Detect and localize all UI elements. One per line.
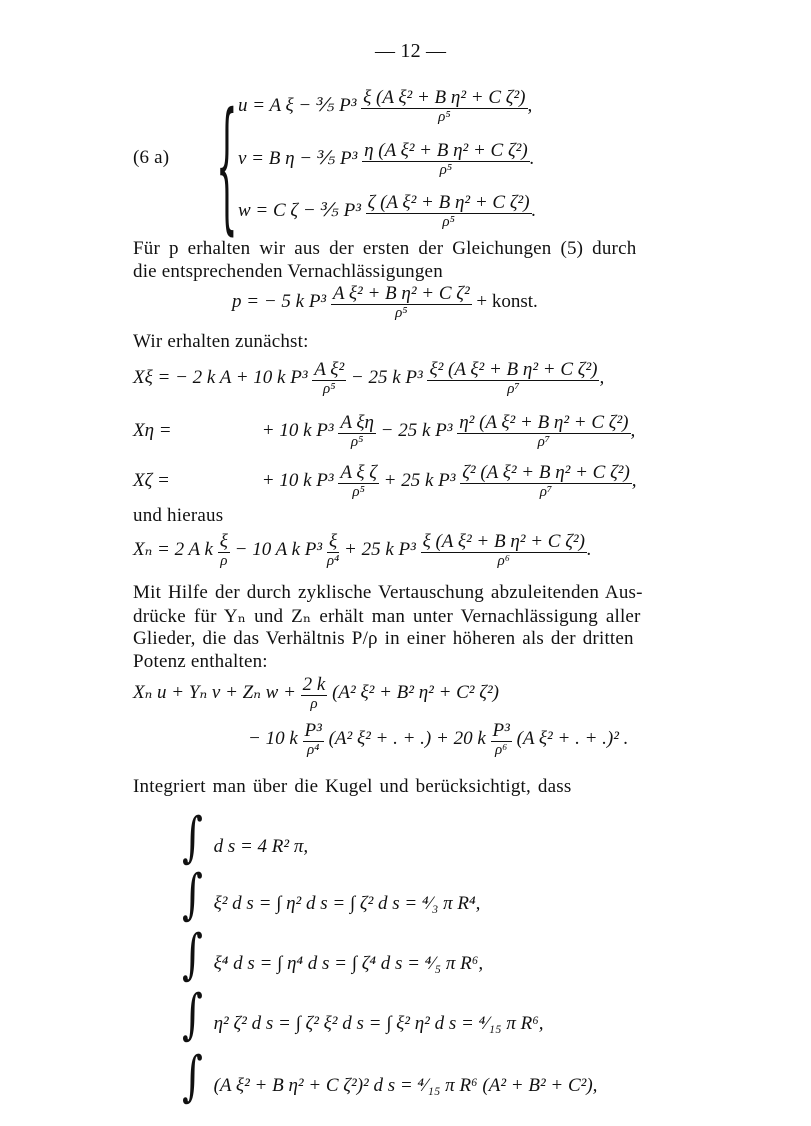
equation-x-xi-numerator-2: ξ² (A ξ² + B η² + C ζ²) — [429, 359, 598, 380]
equation-x-eta-fraction-2 — [457, 413, 630, 450]
equation-w-end: . — [531, 199, 537, 221]
integral-3 — [182, 923, 484, 987]
equation-x-xi-numerator-1: A ξ² — [314, 359, 345, 380]
equation-x-eta-denominator-1: ρ⁵ — [350, 434, 364, 450]
equation-x-xi-fraction-2 — [427, 360, 599, 397]
equation-w — [238, 193, 536, 230]
equation-w-lhs: w = C ζ − ⅗ P³ — [238, 199, 361, 221]
integral-4 — [182, 983, 544, 1047]
equation-sum-line-1-numerator: 2 k — [302, 674, 326, 695]
equation-sum-line-2-denominator-2: ρ⁶ — [494, 742, 508, 758]
equation-sum-line-2-a: − 10 k — [248, 727, 298, 749]
equation-xn-mid-1: − 10 A k P³ — [234, 538, 323, 560]
paragraph-3: Integriert man über die Kugel und berücksichtigt, dass — [133, 776, 572, 797]
page-number: — 12 — — [375, 40, 447, 62]
equation-xn-fraction-2 — [327, 532, 339, 569]
equation-w-denominator: ρ⁵ — [442, 214, 455, 230]
equation-sum-line-2-denominator-1: ρ⁴ — [306, 742, 320, 758]
equation-v-denominator: ρ⁵ — [439, 162, 453, 178]
equation-u-end: , — [527, 94, 533, 116]
equation-sum-line-1 — [133, 675, 499, 712]
integral-1 — [182, 806, 309, 870]
integral-2-text: ξ² d s = ∫ η² d s = ∫ ζ² d s = ⁴⁄₃ π R⁴, — [213, 892, 481, 914]
equation-sum-line-1-fraction — [301, 675, 328, 712]
equation-label-6a: (6 a) — [133, 147, 170, 168]
paragraph-2-line-2: drücke für Yₙ und Zₙ erhält man unter Vernachlässigung aller — [133, 606, 641, 627]
equation-x-zeta-end: , — [631, 469, 637, 491]
equation-v-numerator: η (A ξ² + B η² + C ζ²) — [364, 140, 528, 161]
equation-v-lhs: v = B η − ⅗ P³ — [238, 147, 358, 169]
equation-x-eta-pre: + 10 k P³ — [261, 419, 334, 441]
equation-x-eta-mid: − 25 k P³ — [380, 419, 453, 441]
equation-x-xi-lhs: Xξ = − 2 k A + 10 k P³ — [133, 366, 308, 388]
equation-sum-line-1-denominator: ρ — [310, 696, 318, 712]
integral-2 — [182, 863, 481, 927]
equation-x-zeta-pre: + 10 k P³ — [261, 469, 334, 491]
equation-x-xi-denominator-2: ρ⁷ — [507, 381, 520, 397]
equation-sum-line-2-fraction-1 — [303, 721, 324, 758]
equation-x-zeta-numerator-1: A ξ ζ — [340, 462, 377, 483]
left-brace-icon: { — [216, 84, 238, 252]
integral-sign-icon: ∫ — [182, 923, 203, 987]
integral-sign-icon: ∫ — [182, 983, 203, 1047]
paragraph-2-line-1: Mit Hilfe der durch zyklische Vertauschung abzuleitenden Aus- — [133, 582, 643, 603]
equation-xn-denominator-2: ρ⁴ — [326, 553, 340, 569]
und-hieraus: und hieraus — [133, 505, 224, 526]
equation-v — [238, 141, 534, 178]
equation-p-lhs: p = − 5 k P³ — [232, 290, 327, 312]
paragraph-2-line-3: Glieder, die das Verhältnis P/ρ in einer höheren als der dritten — [133, 628, 634, 649]
equation-xn-denominator-3: ρ⁶ — [497, 553, 510, 569]
equation-sum-line-2-numerator-1: P³ — [304, 720, 322, 741]
equation-u-numerator: ξ (A ξ² + B η² + C ζ²) — [363, 87, 526, 108]
equation-x-eta-numerator-1: A ξη — [340, 412, 374, 433]
integral-1-text: d s = 4 R² π, — [213, 835, 309, 857]
integral-sign-icon: ∫ — [182, 1045, 203, 1109]
integral-5 — [182, 1045, 598, 1109]
equation-xn-fraction-1 — [218, 532, 230, 569]
equation-u-denominator: ρ⁵ — [438, 109, 451, 125]
equation-x-xi-mid: − 25 k P³ — [350, 366, 423, 388]
equation-x-zeta-mid: + 25 k P³ — [383, 469, 456, 491]
equation-xn-end: . — [586, 538, 592, 560]
equation-p — [232, 284, 538, 321]
paragraph-1-line-1: Für p erhalten wir aus der ersten der Gleichungen (5) durch — [133, 238, 637, 259]
equation-w-numerator: ζ (A ξ² + B η² + C ζ²) — [367, 192, 530, 213]
equation-x-zeta-lhs: Xζ = — [133, 469, 170, 491]
equation-xn-numerator-1: ξ — [219, 531, 228, 552]
equation-u — [238, 88, 532, 125]
equation-x-zeta-fraction-2 — [460, 463, 632, 500]
equation-x-xi — [133, 360, 604, 397]
equation-xn-lhs: Xₙ = 2 A k — [133, 538, 213, 560]
equation-u-lhs: u = A ξ − ⅗ P³ — [238, 94, 357, 116]
equation-x-eta-lhs: Xη = — [133, 419, 172, 441]
equation-sum-line-1-lhs: Xₙ u + Yₙ v + Zₙ w + — [133, 681, 296, 703]
equation-u-fraction — [361, 88, 527, 125]
equation-p-numerator: A ξ² + B η² + C ζ² — [332, 283, 470, 304]
equation-x-xi-denominator-1: ρ⁵ — [323, 381, 336, 397]
paragraph-1-line-2: die entsprechenden Vernachlässigungen — [133, 261, 443, 282]
equation-x-eta-fraction-1 — [338, 413, 376, 450]
equation-sum-line-2-b: (A² ξ² + . + .) + 20 k — [328, 727, 486, 749]
equation-x-eta — [133, 413, 635, 450]
equation-p-denominator: ρ⁵ — [395, 305, 408, 321]
equation-x-zeta-denominator-1: ρ⁵ — [352, 484, 365, 500]
equation-sum-line-2-c: (A ξ² + . + .)² . — [516, 727, 629, 749]
intro-line-2: Wir erhalten zunächst: — [133, 331, 309, 352]
equation-sum-line-2-numerator-2: P³ — [492, 720, 510, 741]
integral-3-text: ξ⁴ d s = ∫ η⁴ d s = ∫ ζ⁴ d s = ⁴⁄₅ π R⁶, — [213, 952, 484, 974]
equation-sum-line-2-fraction-2 — [491, 721, 512, 758]
integral-sign-icon: ∫ — [182, 863, 203, 927]
equation-x-eta-end: , — [630, 419, 636, 441]
equation-sum-line-1-rhs: (A² ξ² + B² η² + C² ζ²) — [332, 681, 499, 703]
equation-sum-line-2 — [248, 721, 628, 758]
equation-w-fraction — [366, 193, 532, 230]
equation-xn-fraction-3 — [421, 532, 587, 569]
equation-v-end: . — [529, 147, 535, 169]
integral-5-text: (A ξ² + B η² + C ζ²)² d s = ⁴⁄₁₅ π R⁶ (A² + B² + C²), — [213, 1074, 598, 1096]
equation-x-xi-end: , — [599, 366, 605, 388]
equation-p-fraction — [331, 284, 472, 321]
equation-p-rhs: + konst. — [476, 290, 538, 312]
equation-x-eta-numerator-2: η² (A ξ² + B η² + C ζ²) — [459, 412, 629, 433]
equation-x-zeta — [133, 463, 637, 500]
integral-sign-icon: ∫ — [182, 806, 203, 870]
equation-x-zeta-numerator-2: ζ² (A ξ² + B η² + C ζ²) — [462, 462, 630, 483]
equation-x-zeta-denominator-2: ρ⁷ — [539, 484, 553, 500]
equation-xn-numerator-3: ξ (A ξ² + B η² + C ζ²) — [422, 531, 585, 552]
paragraph-2-line-4: Potenz enthalten: — [133, 651, 268, 672]
equation-x-eta-denominator-2: ρ⁷ — [537, 434, 551, 450]
equation-xn-denominator-1: ρ — [220, 553, 228, 569]
integral-4-text: η² ζ² d s = ∫ ζ² ξ² d s = ∫ ξ² η² d s = ⁴⁄₁₅ π R⁶, — [213, 1012, 544, 1034]
equation-xn-numerator-2: ξ — [327, 532, 339, 553]
equation-v-fraction — [362, 141, 530, 178]
equation-xn — [133, 532, 592, 569]
equation-xn-mid-2: + 25 k P³ — [344, 538, 416, 560]
equation-x-xi-fraction-1 — [312, 360, 346, 397]
equation-x-zeta-fraction-1 — [338, 463, 379, 500]
